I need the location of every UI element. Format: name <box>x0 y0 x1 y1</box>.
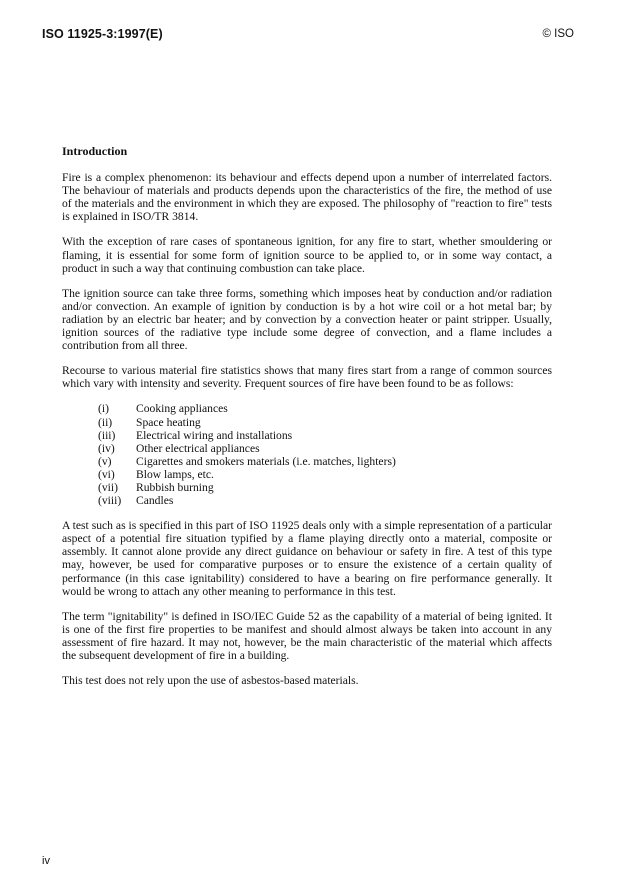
paragraph-ignition-forms: The ignition source can take three forms, something which imposes heat by conduction and/or radiation and/or convection. An example of ignition by conduction is by a hot wire coil or a hot metal bar; by radiation by an electric bar heater; and by convection by a convection heater or paint stripper. Usually, ignition sources of the radiative type include some degree of convection, and a flame includes a contribution from all three. <box>62 286 552 353</box>
list-item-text: Electrical wiring and installations <box>136 428 293 442</box>
list-item-number: (iv) <box>98 441 115 455</box>
list-item-number: (i) <box>98 402 109 416</box>
list-item-text: Cooking appliances <box>136 402 228 416</box>
list-item-text: Space heating <box>136 415 201 429</box>
paragraph-ignitability-definition: The term "ignitability" is defined in ISO/IEC Guide 52 as the capability of a material of being ignited. It is one of the first fire properties to be manifest and should almost always be taken into account in any assessment of fire hazard. It may not, however, be the main characteristic of the material which affects the subsequent development of fire in a building. <box>62 609 552 662</box>
list-item <box>98 455 552 468</box>
list-item-number: (vi) <box>98 467 115 481</box>
list-item <box>98 468 552 481</box>
paragraph-fire-phenomenon: Fire is a complex phenomenon: its behaviour and effects depend upon a number of interrelated factors. The behaviour of materials and products depends upon the characteristics of the fire, the method of use of the materials and the environment in which they are exposed. The philosophy of "reaction to fire" tests is explained in ISO/TR 3814. <box>62 171 552 224</box>
list-item-text: Blow lamps, etc. <box>136 467 214 481</box>
introduction-section <box>62 145 552 699</box>
list-item-number: (iii) <box>98 428 116 442</box>
section-title: Introduction <box>62 144 128 158</box>
list-item <box>98 481 552 494</box>
fire-sources-list <box>98 402 552 507</box>
list-item-number: (ii) <box>98 415 113 429</box>
list-item <box>98 416 552 429</box>
standard-identifier: ISO 11925-3:1997(E) <box>42 27 163 41</box>
list-item-text: Candles <box>136 494 174 508</box>
list-item <box>98 494 552 507</box>
paragraph-test-scope: A test such as is specified in this part of ISO 11925 deals only with a simple representation of a particular aspect of a potential fire situation typified by a flame playing directly onto a material, composite or assembly. It cannot alone provide any direct guidance on behaviour or safety in fire. A test of this type may, however, be used for comparative purposes or to ensure the existence of a certain quality of performance (in this case ignitability) considered to have a bearing on fire performance generally. It would be wrong to attach any other meaning to performance in this test. <box>62 519 552 598</box>
list-item <box>98 402 552 415</box>
copyright-notice: © ISO <box>542 28 574 40</box>
paragraph-fire-statistics: Recourse to various material fire statistics shows that many fires start from a range of common sources which vary with intensity and severity. Frequent sources of fire have been found to be as follows: <box>62 364 552 391</box>
list-item <box>98 429 552 442</box>
paragraph-asbestos-note: This test does not rely upon the use of asbestos-based materials. <box>62 674 359 688</box>
list-item-number: (viii) <box>98 494 122 508</box>
page-number: iv <box>42 855 50 867</box>
list-item <box>98 442 552 455</box>
paragraph-ignition-requirement: With the exception of rare cases of spontaneous ignition, for any fire to start, whether smouldering or flaming, it is essential for some form of ignition source to be applied to, or in some way contact, a product in such a way that continuing combustion can take place. <box>62 235 552 275</box>
list-item-text: Other electrical appliances <box>136 441 260 455</box>
list-item-text: Cigarettes and smokers materials (i.e. matches, lighters) <box>136 454 396 468</box>
list-item-number: (v) <box>98 454 112 468</box>
list-item-text: Rubbish burning <box>136 480 214 494</box>
list-item-number: (vii) <box>98 480 118 494</box>
